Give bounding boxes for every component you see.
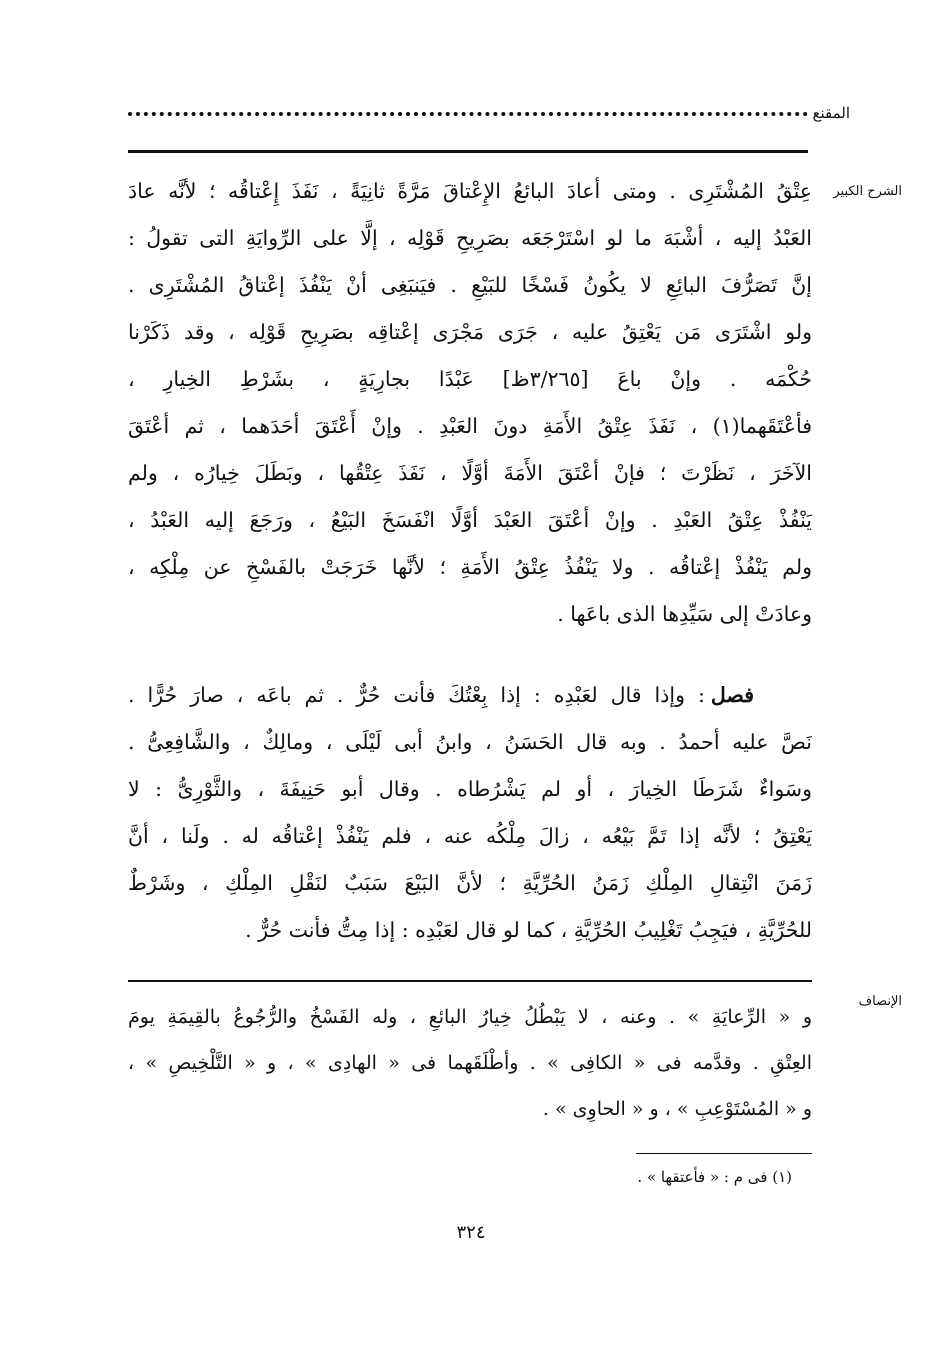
side-label-sharh: الشرح الكبير [833,184,902,199]
text-line: وعادَتْ إلى سَيِّدِها الذى باعَها . [557,602,812,626]
footnote: (١) فى م : « فأعتقها » . [637,1168,792,1186]
fasl-first-line: : وإذا قال لعَبْدِه : إذا بِعْتُكَ فأنت حُرٌّ . ثم باعَه ، صارَ حُرًّا . [128,683,705,707]
fasl-label: فصل [710,683,754,707]
footnote-rule [636,1153,812,1154]
text-line: و « الرِّعايَةِ » . وعنه ، لا يَبْطُلُ خِيارُ البائعِ ، وله الفَسْخُ والرُّجُوعُ بالقِيمَةِ يومَ [128,1006,812,1028]
sharh-block [128,168,812,638]
fasl-block [128,672,812,954]
running-head: المقنع [812,104,850,122]
text-line: زَمَنَ انْتِقالِ المِلْكِ زَمَنُ الحُرِّيَّةِ ؛ لأنَّ البَيْعَ سَبَبٌ لنَقْلِ المِلْكِ ، وشَرْطٌ [128,871,812,895]
dotted-rule [128,112,808,116]
insaf-block [128,994,812,1132]
text-line: عِتْقُ المُشْتَرِى . ومتى أعادَ البائعُ الإِعْتاقَ مَرَّةً ثانِيَةً ، نَفَذَ إِعْتاقُه ؛ لأنَّه عادَ [128,179,812,203]
page-number: ٣٢٤ [456,1222,486,1243]
text-line: وسَواءٌ شَرَطَا الخِيارَ ، أو لم يَشْرُطاه . وقال أبو حَنِيفَةَ ، والثَّوْرِىُّ : لا [128,777,812,801]
text-line: يَنْفُذْ عِتْقُ العَبْدِ . وإنْ أعْتَقَ العَبْدَ أوَّلًا انْفَسَخَ البَيْعُ ، ورَجَعَ إليه العَبْدُ ، [128,508,812,532]
text-line: ولو اشْتَرَى مَن يَعْتِقُ عليه ، جَرَى مَجْرَى إعْتاقِه بصَرِيحِ قَوْلِه ، وقد ذَكَرْنا [128,320,812,344]
text-line: الآخَرَ ، نَظَرْتَ ؛ فإنْ أعْتَقَ الأَمَةَ أوَّلًا ، نَفَذَ عِتْقُها ، وبَطَلَ خِيارُه ، ولم [128,461,812,485]
section-separator [128,980,812,982]
fasl-heading-line [128,672,812,719]
text-line: ولم يَنْفُذْ إعْتاقُه . ولا يَنْفُذُ عِتْقُ الأَمَةِ ؛ لأنَّها خَرَجَتْ بالفَسْخِ عن مِلْكِه ، [128,555,812,579]
text-line: للحُرِّيَّةِ ، فيَجِبُ تَغْلِيبُ الحُرِّيَّةِ ، كما لو قال لعَبْدِه : إذا مِتُّ فأنت حُرٌّ . [245,918,812,942]
text-line: و « المُسْتَوْعِبِ » ، و « الحاوِى » . [542,1098,812,1120]
text-line: العَبْدُ إليه ، أشْبَهَ ما لو اسْتَرْجَعَه بصَرِيحِ قَوْلِه ، إلَّا على الرِّوايَةِ التى تقولُ : [128,226,812,250]
text-line: إنَّ تَصَرُّفَ البائِعِ لا يكُونُ فَسْخًا للبَيْعِ . فيَنبَغِى أنْ يَنْفُذَ إعْتاقُ المُشْتَرِى . [128,273,812,297]
text-line: العِتْقِ . وقدَّمه فى « الكافِى » . وأطْلَقَهما فى « الهادِى » ، و « التَّلْخِيصِ » ، [128,1052,812,1074]
text-line: يَعْتِقُ ؛ لأنَّه إذا تَمَّ بَيْعُه ، زالَ مِلْكُه عنه ، فلم يَنْفُذْ إعْتاقُه له . ولَنا ، أنَّ [128,824,812,848]
header-rule [128,150,808,153]
text-line: نَصَّ عليه أحمدُ . وبه قال الحَسَنُ ، وابنُ أبى لَيْلَى ، ومالِكٌ ، والشَّافِعِىُّ . [128,730,812,754]
text-line: فأعْتَقَهما(١) ، نَفَذَ عِتْقُ الأَمَةِ دونَ العَبْدِ . وإنْ أَعْتَقَ أحَدَهما ، ثم أعْتَقَ [128,414,812,438]
text-line: حُكْمَه . وإنْ باعَ [٣/٢٦٥ظ] عَبْدًا بجارِيَةٍ ، بشَرْطِ الخِيارِ ، [128,367,812,391]
side-label-insaf: الإنصاف [858,994,902,1009]
